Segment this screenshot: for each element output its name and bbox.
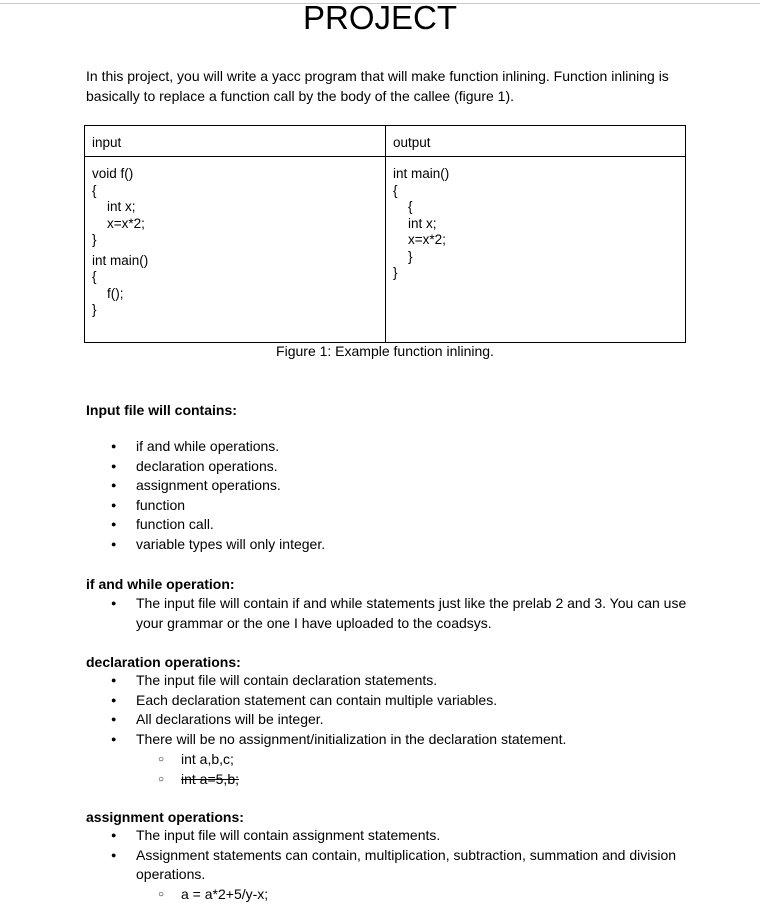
output-header-cell [386, 126, 686, 157]
list-item: ● function [111, 496, 325, 516]
list-item: ● Each declaration statement can contain multiple variables. [111, 691, 691, 711]
input-code-line: { [92, 269, 97, 284]
assignment-heading: assignment operations: [86, 809, 244, 825]
input-header: input [92, 135, 122, 150]
list-item: ● variable types will only integer. [111, 535, 325, 555]
figure-caption: Figure 1: Example function inlining. [276, 343, 494, 359]
list-item: ● All declarations will be integer. [111, 710, 691, 730]
intro-paragraph: In this project, you will write a yacc program that will make function inlining. Function inlining is basically to replace a function call by the body of the callee (figure 1). [86, 68, 669, 104]
declaration-examples [158, 750, 239, 789]
ifwhile-list [111, 594, 691, 633]
example-table [84, 125, 686, 343]
input-code-line: } [92, 232, 97, 247]
sub-list-item: ○ int a,b,c; [158, 750, 239, 770]
assignment-examples [158, 885, 268, 905]
list-item: ● declaration operations. [111, 457, 325, 477]
input-code-line: int x; [92, 199, 136, 214]
input-code-line: f(); [92, 285, 124, 301]
assignment-list [111, 826, 691, 885]
sub-list-item: ○ a = a*2+5/y-x; [158, 885, 268, 905]
declaration-heading: declaration operations: [86, 654, 241, 670]
output-code-line: } [393, 248, 413, 264]
list-item: ● The input file will contain declaration statements. [111, 671, 691, 691]
output-code-line: } [393, 265, 398, 280]
input-code-line: { [92, 182, 97, 198]
page-title: PROJECT [302, 0, 457, 36]
input-file-heading: Input file will contains: [86, 402, 237, 418]
list-item: ● function call. [111, 515, 325, 535]
output-code-line: x=x*2; [393, 232, 446, 247]
sub-list-item-struck: ○ int a=5,b; [158, 770, 239, 790]
declaration-list [111, 671, 691, 749]
output-code-line: { [393, 182, 398, 198]
input-code-line: int main() [92, 252, 149, 268]
input-header-cell [85, 126, 386, 157]
input-code-cell [85, 157, 386, 343]
output-code-line: { [393, 199, 413, 214]
list-item: ● if and while operations. [111, 437, 325, 457]
input-code-line: void f() [92, 166, 134, 181]
input-file-list [111, 437, 325, 555]
output-code-cell [386, 157, 686, 343]
list-item: ● assignment operations. [111, 476, 325, 496]
output-header: output [393, 135, 431, 150]
list-item: ● Assignment statements can contain, multiplication, subtraction, summation and division operations. [111, 846, 691, 885]
input-code-line: x=x*2; [92, 215, 145, 231]
output-code-line: int main() [393, 166, 450, 181]
input-code-line: } [92, 302, 97, 317]
ifwhile-heading: if and while operation: [86, 576, 235, 592]
list-item: ● The input file will contain if and while statements just like the prelab 2 and 3. You can use your grammar or the one I have uploaded to the coadsys. [111, 594, 691, 633]
list-item: ● There will be no assignment/initialization in the declaration statement. [111, 730, 691, 750]
output-code-line: int x; [393, 215, 437, 231]
list-item: ● The input file will contain assignment statements. [111, 826, 691, 846]
